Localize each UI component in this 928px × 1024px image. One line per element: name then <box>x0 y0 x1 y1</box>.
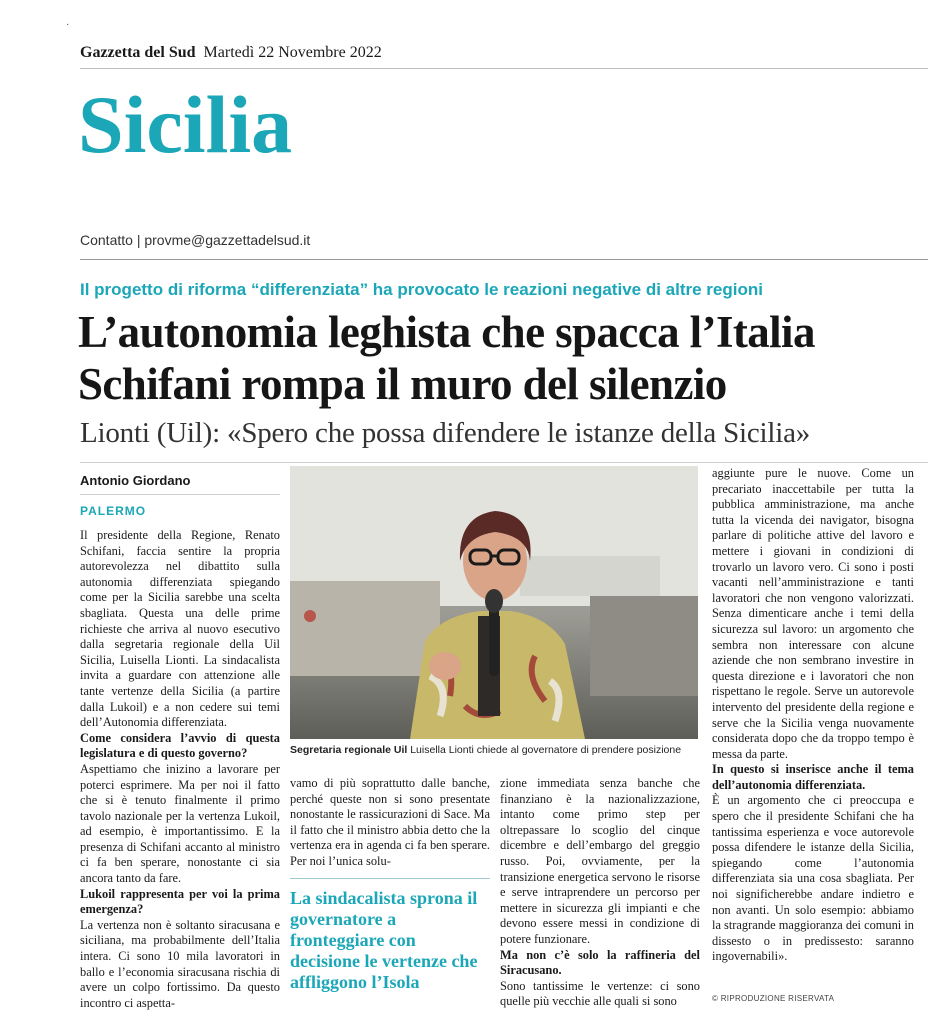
author-byline: Antonio Giordano <box>80 473 191 488</box>
copyright-notice: © RIPRODUZIONE RISERVATA <box>712 994 835 1003</box>
body-paragraph: Sono tantissime le vertenze: ci sono quelle più vecchie alle quali si sono <box>500 978 700 1009</box>
masthead <box>80 44 382 62</box>
interview-question: Come considera l’avvio di questa legislatura e di questo governo? <box>80 730 280 761</box>
article-column-3 <box>500 776 700 1010</box>
newspaper-name: Gazzetta del Sud <box>80 44 196 61</box>
headline-line-1: L’autonomia leghista che spacca l’Italia <box>78 307 815 357</box>
body-paragraph: zione immediata senza banche che finanziano è la nazionalizzazione, intanto come primo step per oltrepassare lo scoglio del cinque dicembre e dell’embargo del greggio russo. Poi, ovviamente, per la transizione energetica servono le risorse e serve intraprendere un percorso per mettere in sicurezza gli impianti e che devono essere messi in condizione di potere funzionare. <box>500 776 700 946</box>
article-column-1 <box>80 528 280 1011</box>
body-paragraph: La vertenza non è soltanto siracusana e siciliana, ma probabilmente dell’Italia intera. Ci sono 10 mila lavoratori in ballo e l’economia siracusana rischia di avere un colpo fortissimo. Da questo incontro ci aspetta- <box>80 917 280 1010</box>
article-column-4 <box>712 466 914 965</box>
photo-caption <box>290 744 700 756</box>
pullquote-rule <box>290 878 490 879</box>
article-photo <box>290 466 698 739</box>
headline-rule <box>80 462 928 463</box>
body-paragraph: Aspettiamo che inizino a lavorare per poterci esprimere. Ma per noi il fatto che si è tenuto finalmente il primo tavolo nazionale per la vertenza Lukoil, ad esempio, è importantissimo. E la presenza di Schifani accanto al ministro ci fa ben sperare, nonostante ci sia ancora tanto da fare. <box>80 761 280 886</box>
article-subhead: Lionti (Uil): «Spero che possa difendere le istanze della Sicilia» <box>80 417 811 449</box>
interview-question: Ma non c’è solo la raffineria del Siracusano. <box>500 947 700 978</box>
contact-line: Contatto | provme@gazzettadelsud.it <box>80 232 311 248</box>
headline-line-2: Schifani rompa il muro del silenzio <box>78 359 727 409</box>
body-paragraph: Il presidente della Regione, Renato Schifani, faccia sentire la propria autorevolezza nel dibattito sulla autonomia differenziata spiegando come per la Sicilia sarebbe una scelta sbagliata. Questa una delle prime richieste che arriva al nuovo esecutivo dalla segretaria regionale della Uil Sicilia, Luisella Lionti. La sindacalista invita a guardare con attenzione alle tante vertenze della Sicilia (a partire dalla Lukoil) e a non cedere sui temi dell’Autonomia differenziata. <box>80 528 280 730</box>
body-paragraph: vamo di più soprattutto dalle banche, perché queste non si sono presentate nonostante le rassicurazioni di Sace. Ma il fatto che il ministro abbia detto che la vertenza era in agenda ci fa ben sperare. Per noi l’unica solu- <box>290 776 490 868</box>
interview-question: Lukoil rappresenta per voi la prima emergenza? <box>80 886 280 917</box>
dateline: PALERMO <box>80 504 147 518</box>
body-paragraph: È un argomento che ci preoccupa e spero che il presidente Schifani che ha tantissima esperienza e voce autorevole possa difendere le istanze della Sicilia, spiegando come l’autonomia differenziata sia una cosa sbagliata. Per noi significherebbe andare indietro e non avanti. Un solo esempio: abbiamo la stragrande maggioranza dei comuni in dissesto o in predissesto: saranno ingovernabili». <box>712 793 914 964</box>
caption-lead: Segretaria regionale Uil <box>290 744 408 756</box>
issue-date: Martedì 22 Novembre 2022 <box>203 44 382 61</box>
pullquote: La sindacalista sprona il governatore a fronteggiare con decisione le vertenze che affliggono l’Isola <box>290 888 478 992</box>
article-headline <box>78 306 815 410</box>
print-mark: · <box>66 20 70 31</box>
article-column-2 <box>290 776 490 870</box>
byline-rule <box>80 494 280 495</box>
caption-text: Luisella Lionti chiede al governatore di prendere posizione <box>407 744 682 756</box>
interview-question: In questo si inserisce anche il tema dell’autonomia differenziata. <box>712 762 914 792</box>
masthead-rule <box>80 68 928 69</box>
article-kicker: Il progetto di riforma “differenziata” ha provocato le reazioni negative di altre regioni <box>80 280 763 299</box>
speaker-photo-illustration <box>290 466 698 739</box>
section-rule <box>80 259 928 260</box>
section-title: Sicilia <box>78 79 293 170</box>
body-paragraph: aggiunte pure le nuove. Come un precariato inaccettabile per tutta la pubblica amministrazione, ma anche tutta la vicenda dei navigator, bisogna parlare di politiche attive del lavoro e mettere i giovani in condizioni di trovarlo un lavoro vero. Ci sono i posti vacanti nell’amministrazione e tanti lavoratori che non vengono valorizzati. Senza dimenticare anche i temi della sicurezza sul lavoro: un argomento che sembra non interessare con alcune aziende che non sembrano investire in questa direzione e i lavoratori che non rispettano le regole. Serve un autorevole intervento del presidente della regione e serve che la Sicilia venga nuovamente considerata dopo che da troppo tempo è messa da parte. <box>712 466 914 761</box>
